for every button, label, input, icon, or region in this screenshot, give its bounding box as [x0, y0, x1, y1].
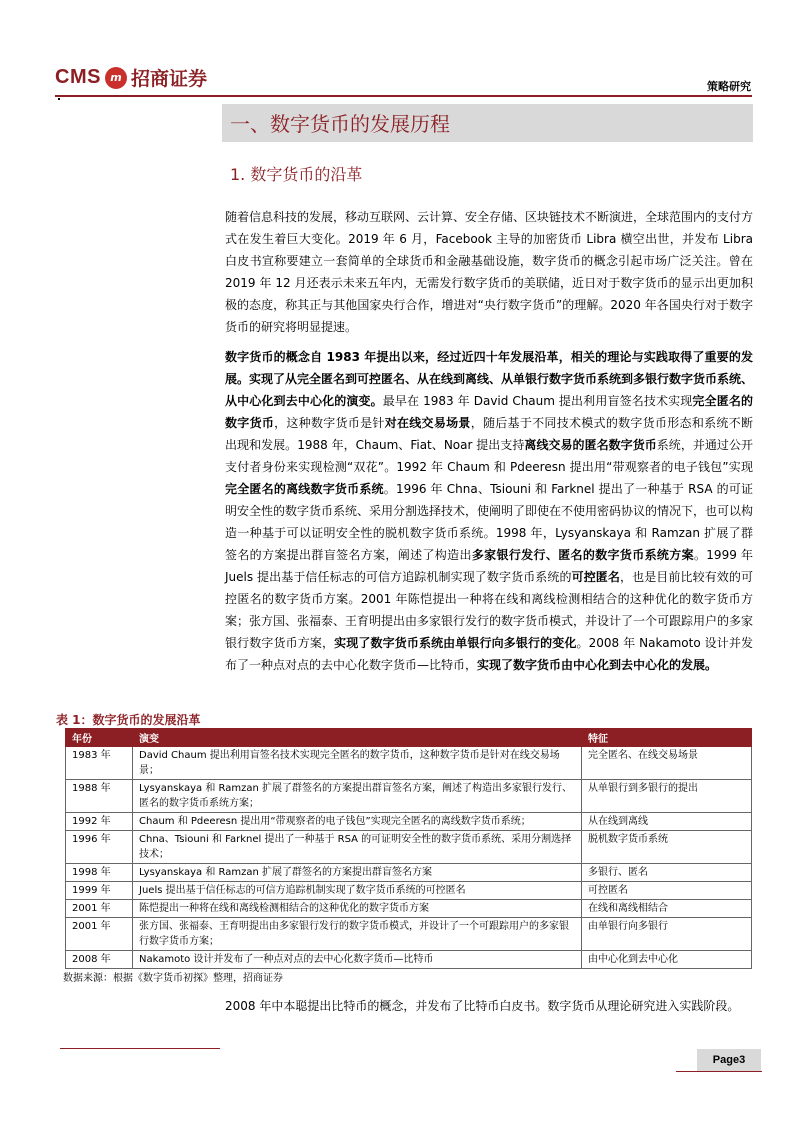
section-title: 一、数字货币的发展历程 — [230, 112, 450, 136]
text-run: 。1999 年 Juels 提出基于信任标志的可信方追踪机制实现了数字货币系统的 — [225, 548, 753, 584]
table-header-row — [66, 729, 752, 747]
cell-feature: 由单银行向多银行 — [582, 918, 752, 951]
paragraph-history — [225, 346, 753, 676]
text-run: ，这种数字货币是针 — [274, 416, 385, 430]
table-row — [66, 900, 752, 918]
logo-mark-icon: m — [105, 67, 127, 89]
table-row — [66, 831, 752, 864]
cell-feature: 可控匿名 — [582, 882, 752, 900]
text-run: 。1996 年 Chna、Tsiouni 和 Farknel 提出了一种基于 RSA 的可证明安全性的数字货币系统、采用分割选择技术，使阐明了即使在不使用密码协议的情况下，也可以构造一种基于可以证明安全性的脱机数字货币系统。1998 年，Lysyanskaya 和 Ramzan 扩展了群签名的方案提出群盲签名方案，阐述了构造出 — [225, 482, 754, 562]
text-run: 。2008 年 Nakamoto 设计并发布了一种点对点的去中心化数字货币—比特币， — [225, 636, 753, 672]
bold-text: 对在线交易场景 — [384, 416, 471, 430]
cell-feature: 由中心化到去中心化 — [582, 951, 752, 969]
subsection-title: 1. 数字货币的沿革 — [230, 165, 363, 184]
cell-evolution: Chna、Tsiouni 和 Farknel 提出了一种基于 RSA 的可证明安全性的数字货币系统、采用分割选择技术； — [133, 831, 582, 864]
bold-text: 完全匿名的离线数字货币系统 — [225, 482, 384, 496]
cell-feature: 多银行、匿名 — [582, 864, 752, 882]
cell-feature: 完全匿名、在线交易场景 — [582, 747, 752, 780]
cell-evolution: Chaum 和 Pdeeresn 提出用“带观察者的电子钱包”实现完全匿名的离线数字货币系统； — [133, 813, 582, 831]
company-logo — [55, 64, 207, 91]
cell-year: 1988 年 — [66, 780, 133, 813]
cell-evolution: Nakamoto 设计并发布了一种点对点的去中心化数字货币—比特币 — [133, 951, 582, 969]
bold-text: 完全匿名的数字货币 — [225, 394, 753, 430]
bold-text: 数字货币的概念自 1983 年提出以来，经过近四十年发展沿革，相关的理论与实践取得了重要的发展。实现了从完全匿名到可控匿名、从在线到离线、从单银行数字货币系统到多银行数字货币系统、从中心化到去中心化的演变。 — [225, 350, 754, 408]
logo-text-cn: 招商证券 — [130, 68, 207, 90]
footnote-divider — [60, 1048, 220, 1049]
table-row — [66, 747, 752, 780]
cell-year: 2008 年 — [66, 951, 133, 969]
bold-text: 实现了数字货币系统由单银行向多银行的变化 — [334, 636, 577, 650]
cell-evolution: 张方国、张福泰、王育明提出由多家银行发行的数字货币模式，并设计了一个可跟踪用户的多家银行数字货币方案； — [133, 918, 582, 951]
cell-feature: 脱机数字货币系统 — [582, 831, 752, 864]
header-divider — [55, 95, 752, 97]
header-feature: 特征 — [582, 729, 752, 747]
table-title: 表 1：数字货币的发展沿革 — [56, 713, 201, 727]
cell-year: 1992 年 — [66, 813, 133, 831]
header-year: 年份 — [66, 729, 133, 747]
table-row — [66, 780, 752, 813]
cell-feature: 从单银行到多银行的提出 — [582, 780, 752, 813]
page-number: Page3 — [697, 1049, 761, 1071]
text-run: ，随后基于不同技术模式的数字货币形态和系统不断出现和发展。1988 年，Chaum、Fiat、Noar 提出支持 — [225, 416, 753, 452]
paragraph-bitcoin: 2008 年中本聪提出比特币的概念，并发布了比特币白皮书。数字货币从理论研究进入实践阶段。 — [225, 999, 740, 1013]
history-table — [65, 728, 752, 969]
cell-evolution: Lysyanskaya 和 Ramzan 扩展了群签名的方案提出群盲签名方案，阐述了构造出多家银行发行、匿名的数字货币系统方案； — [133, 780, 582, 813]
paragraph-intro: 随着信息科技的发展，移动互联网、云计算、安全存储、区块链技术不断演进，全球范围内的支付方式在发生着巨大变化。2019 年 6 月，Facebook 主导的加密货币 Libra 横空出世，并发布 Libra 白皮书宣称要建立一套简单的全球货币和金融基础设施，数字货币的概念引起市场广泛关注。曾在 2019 年 12 月还表示未来五年内，无需发行数字货币的美联储，近日对于数字货币的显示出更加积极的态度，称其正与其他国家央行合作，增进对“央行数字货币”的理解。2020 年各国央行对于数字货币的研究将明显提速。 — [225, 210, 754, 334]
bold-text: 可控匿名 — [571, 570, 620, 584]
cell-evolution: Juels 提出基于信任标志的可信方追踪机制实现了数字货币系统的可控匿名 — [133, 882, 582, 900]
cell-year: 2001 年 — [66, 918, 133, 951]
bold-text: 离线交易的匿名数字货币 — [524, 438, 657, 452]
cell-year: 1983 年 — [66, 747, 133, 780]
logo-text-en: CMS — [55, 66, 101, 88]
page-underline — [676, 1071, 762, 1072]
text-run: 系统，并通过公开支付者身份来实现检测“双花”。1992 年 Chaum 和 Pdeeresn 提出用“带观察者的电子钱包”实现 — [225, 438, 753, 474]
table-row — [66, 864, 752, 882]
cell-evolution: Lysyanskaya 和 Ramzan 扩展了群签名的方案提出群盲签名方案 — [133, 864, 582, 882]
section-label: 策略研究 — [707, 80, 751, 93]
text-run: 最早在 1983 年 David Chaum 提出利用盲签名技术实现 — [382, 394, 693, 408]
margin-dot — [58, 98, 60, 100]
table-row — [66, 813, 752, 831]
bold-text: 多家银行发行、匿名的数字货币系统方案 — [471, 548, 694, 562]
table-row — [66, 882, 752, 900]
cell-year: 1998 年 — [66, 864, 133, 882]
table-source: 数据来源：根据《数字货币初探》整理，招商证券 — [63, 973, 283, 984]
text-run: ，也是目前比较有效的可控匿名的数字货币方案。2001 年陈恺提出一种将在线和离线检测相结合的这种优化的数字货币方案；张方国、张福泰、王育明提出由多家银行发行的数字货币模式，并设计了一个可跟踪用户的多家银行数字货币方案， — [225, 570, 754, 650]
bold-text: 实现了数字货币由中心化到去中心化的发展。 — [477, 658, 718, 672]
cell-evolution: 陈恺提出一种将在线和离线检测相结合的这种优化的数字货币方案 — [133, 900, 582, 918]
cell-feature: 在线和离线相结合 — [582, 900, 752, 918]
header-evolution: 演变 — [133, 729, 582, 747]
cell-year: 1996 年 — [66, 831, 133, 864]
cell-feature: 从在线到离线 — [582, 813, 752, 831]
table-row — [66, 918, 752, 951]
cell-year: 2001 年 — [66, 900, 133, 918]
cell-evolution: David Chaum 提出利用盲签名技术实现完全匿名的数字货币，这种数字货币是针对在线交易场景； — [133, 747, 582, 780]
cell-year: 1999 年 — [66, 882, 133, 900]
table-row — [66, 951, 752, 969]
